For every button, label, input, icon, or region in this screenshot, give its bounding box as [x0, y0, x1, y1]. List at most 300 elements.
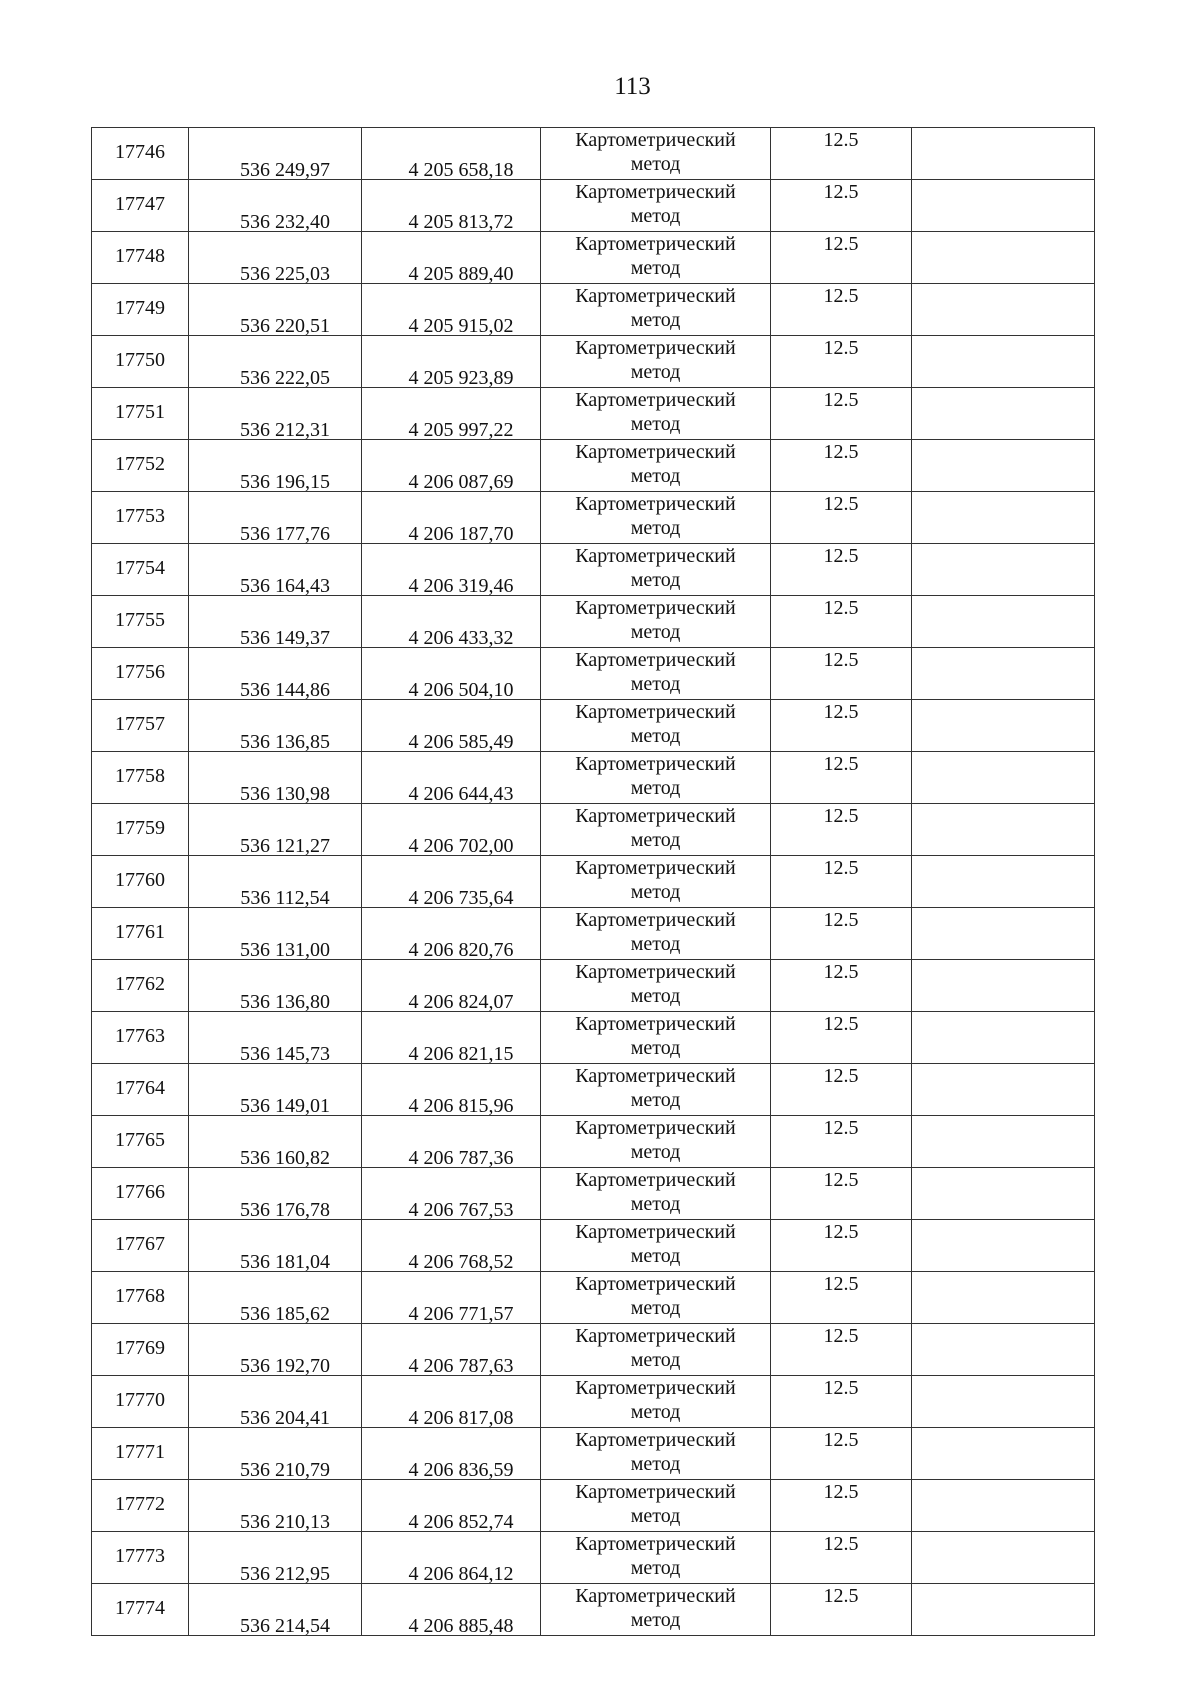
- y-coordinate: 4 206 702,00: [408, 835, 514, 857]
- method-line1: Картометрический: [575, 129, 736, 151]
- point-number-cell: [92, 1064, 189, 1116]
- x-coordinate-cell: [189, 960, 362, 1012]
- accuracy-value: 12.5: [823, 233, 859, 255]
- point-number: 17765: [115, 1128, 165, 1151]
- table-row: [92, 128, 1095, 180]
- accuracy-value: 12.5: [823, 1065, 859, 1087]
- x-coordinate: 536 185,62: [240, 1303, 330, 1325]
- x-coordinate: 536 232,40: [240, 211, 330, 233]
- point-number-cell: [92, 544, 189, 596]
- accuracy-cell: [771, 388, 912, 440]
- x-coordinate: 536 210,79: [240, 1459, 330, 1481]
- point-number: 17773: [115, 1544, 165, 1567]
- accuracy-cell: [771, 648, 912, 700]
- y-coordinate: 4 205 923,89: [408, 367, 514, 389]
- y-coordinate-cell: [362, 908, 541, 960]
- x-coordinate: 536 204,41: [240, 1407, 330, 1429]
- point-number-cell: [92, 596, 189, 648]
- y-coordinate: 4 205 658,18: [408, 159, 514, 181]
- y-coordinate-cell: [362, 544, 541, 596]
- point-number: 17759: [115, 816, 165, 839]
- point-number: 17774: [115, 1596, 165, 1619]
- point-number: 17755: [115, 608, 165, 631]
- point-number: 17772: [115, 1492, 165, 1515]
- y-coordinate-cell: [362, 648, 541, 700]
- method-line2: метод: [630, 1297, 681, 1319]
- table-row: [92, 1116, 1095, 1168]
- y-coordinate-cell: [362, 1324, 541, 1376]
- method-cell: [541, 960, 771, 1012]
- note-cell: [912, 804, 1095, 856]
- method-line1: Картометрический: [575, 493, 736, 515]
- x-coordinate-cell: [189, 648, 362, 700]
- accuracy-value: 12.5: [823, 181, 859, 203]
- coordinates-table: [91, 127, 1095, 1636]
- point-number-cell: [92, 856, 189, 908]
- point-number-cell: [92, 1584, 189, 1636]
- x-coordinate-cell: [189, 1480, 362, 1532]
- y-coordinate: 4 206 771,57: [408, 1303, 514, 1325]
- y-coordinate: 4 206 824,07: [408, 991, 514, 1013]
- x-coordinate: 536 130,98: [240, 783, 330, 805]
- point-number: 17763: [115, 1024, 165, 1047]
- point-number-cell: [92, 492, 189, 544]
- method-cell: [541, 440, 771, 492]
- note-cell: [912, 284, 1095, 336]
- y-coordinate: 4 206 815,96: [408, 1095, 514, 1117]
- accuracy-cell: [771, 700, 912, 752]
- note-cell: [912, 1376, 1095, 1428]
- method-cell: [541, 1480, 771, 1532]
- method-cell: [541, 908, 771, 960]
- method-line2: метод: [630, 829, 681, 851]
- table-row: [92, 1168, 1095, 1220]
- table-row: [92, 284, 1095, 336]
- x-coordinate: 536 214,54: [240, 1615, 330, 1637]
- x-coordinate: 536 136,80: [240, 991, 330, 1013]
- accuracy-value: 12.5: [823, 1585, 859, 1607]
- note-cell: [912, 1272, 1095, 1324]
- x-coordinate: 536 177,76: [240, 523, 330, 545]
- method-line1: Картометрический: [575, 181, 736, 203]
- y-coordinate-cell: [362, 1116, 541, 1168]
- x-coordinate-cell: [189, 1012, 362, 1064]
- x-coordinate-cell: [189, 1220, 362, 1272]
- method-line2: метод: [630, 517, 681, 539]
- note-cell: [912, 492, 1095, 544]
- accuracy-cell: [771, 336, 912, 388]
- note-cell: [912, 1480, 1095, 1532]
- method-line1: Картометрический: [575, 1117, 736, 1139]
- note-cell: [912, 700, 1095, 752]
- y-coordinate-cell: [362, 128, 541, 180]
- method-cell: [541, 804, 771, 856]
- x-coordinate-cell: [189, 596, 362, 648]
- method-cell: [541, 1012, 771, 1064]
- point-number-cell: [92, 1376, 189, 1428]
- method-line1: Картометрический: [575, 545, 736, 567]
- table-row: [92, 752, 1095, 804]
- method-line1: Картометрический: [575, 805, 736, 827]
- point-number-cell: [92, 1220, 189, 1272]
- accuracy-value: 12.5: [823, 1429, 859, 1451]
- method-line1: Картометрический: [575, 285, 736, 307]
- method-line1: Картометрический: [575, 753, 736, 775]
- accuracy-value: 12.5: [823, 1377, 859, 1399]
- method-line1: Картометрический: [575, 649, 736, 671]
- point-number-cell: [92, 908, 189, 960]
- y-coordinate-cell: [362, 1480, 541, 1532]
- point-number-cell: [92, 1272, 189, 1324]
- table-row: [92, 804, 1095, 856]
- y-coordinate-cell: [362, 336, 541, 388]
- point-number: 17766: [115, 1180, 165, 1203]
- note-cell: [912, 1220, 1095, 1272]
- accuracy-cell: [771, 544, 912, 596]
- point-number: 17754: [115, 556, 165, 579]
- point-number: 17757: [115, 712, 165, 735]
- accuracy-value: 12.5: [823, 545, 859, 567]
- x-coordinate: 536 192,70: [240, 1355, 330, 1377]
- y-coordinate-cell: [362, 1532, 541, 1584]
- note-cell: [912, 544, 1095, 596]
- accuracy-cell: [771, 1532, 912, 1584]
- x-coordinate: 536 249,97: [240, 159, 330, 181]
- x-coordinate-cell: [189, 752, 362, 804]
- method-cell: [541, 1272, 771, 1324]
- method-line1: Картометрический: [575, 909, 736, 931]
- method-line2: метод: [630, 257, 681, 279]
- x-coordinate: 536 220,51: [240, 315, 330, 337]
- y-coordinate: 4 206 087,69: [408, 471, 514, 493]
- accuracy-cell: [771, 440, 912, 492]
- method-line1: Картометрический: [575, 1585, 736, 1607]
- y-coordinate: 4 206 817,08: [408, 1407, 514, 1429]
- method-line2: метод: [630, 933, 681, 955]
- point-number: 17762: [115, 972, 165, 995]
- note-cell: [912, 960, 1095, 1012]
- y-coordinate: 4 205 813,72: [408, 211, 514, 233]
- accuracy-value: 12.5: [823, 1533, 859, 1555]
- point-number-cell: [92, 648, 189, 700]
- y-coordinate-cell: [362, 492, 541, 544]
- point-number-cell: [92, 1480, 189, 1532]
- accuracy-cell: [771, 1584, 912, 1636]
- method-cell: [541, 856, 771, 908]
- note-cell: [912, 856, 1095, 908]
- x-coordinate-cell: [189, 440, 362, 492]
- accuracy-value: 12.5: [823, 1013, 859, 1035]
- accuracy-value: 12.5: [823, 389, 859, 411]
- point-number: 17768: [115, 1284, 165, 1307]
- point-number: 17767: [115, 1232, 165, 1255]
- note-cell: [912, 596, 1095, 648]
- x-coordinate-cell: [189, 1532, 362, 1584]
- accuracy-cell: [771, 596, 912, 648]
- y-coordinate: 4 205 915,02: [408, 315, 514, 337]
- x-coordinate-cell: [189, 128, 362, 180]
- point-number: 17764: [115, 1076, 165, 1099]
- method-line2: метод: [630, 413, 681, 435]
- note-cell: [912, 1584, 1095, 1636]
- x-coordinate-cell: [189, 1168, 362, 1220]
- note-cell: [912, 1012, 1095, 1064]
- method-line1: Картометрический: [575, 1377, 736, 1399]
- method-line2: метод: [630, 985, 681, 1007]
- y-coordinate-cell: [362, 1272, 541, 1324]
- accuracy-value: 12.5: [823, 753, 859, 775]
- method-cell: [541, 128, 771, 180]
- note-cell: [912, 648, 1095, 700]
- y-coordinate: 4 206 433,32: [408, 627, 514, 649]
- x-coordinate: 536 121,27: [240, 835, 330, 857]
- method-line1: Картометрический: [575, 389, 736, 411]
- point-number: 17749: [115, 296, 165, 319]
- accuracy-cell: [771, 1428, 912, 1480]
- accuracy-cell: [771, 1324, 912, 1376]
- x-coordinate-cell: [189, 1584, 362, 1636]
- y-coordinate: 4 205 997,22: [408, 419, 514, 441]
- point-number: 17751: [115, 400, 165, 423]
- method-line2: метод: [630, 725, 681, 747]
- method-cell: [541, 1376, 771, 1428]
- point-number: 17760: [115, 868, 165, 891]
- y-coordinate-cell: [362, 388, 541, 440]
- note-cell: [912, 180, 1095, 232]
- y-coordinate-cell: [362, 752, 541, 804]
- y-coordinate: 4 206 864,12: [408, 1563, 514, 1585]
- method-cell: [541, 1168, 771, 1220]
- point-number: 17752: [115, 452, 165, 475]
- accuracy-value: 12.5: [823, 909, 859, 931]
- method-cell: [541, 596, 771, 648]
- method-cell: [541, 388, 771, 440]
- method-line1: Картометрический: [575, 597, 736, 619]
- method-line1: Картометрический: [575, 1221, 736, 1243]
- method-cell: [541, 1064, 771, 1116]
- accuracy-cell: [771, 1116, 912, 1168]
- method-line1: Картометрический: [575, 1325, 736, 1347]
- point-number-cell: [92, 284, 189, 336]
- x-coordinate: 536 225,03: [240, 263, 330, 285]
- method-line1: Картометрический: [575, 1065, 736, 1087]
- method-cell: [541, 648, 771, 700]
- method-cell: [541, 180, 771, 232]
- point-number-cell: [92, 804, 189, 856]
- table-row: [92, 596, 1095, 648]
- accuracy-value: 12.5: [823, 441, 859, 463]
- table-row: [92, 1480, 1095, 1532]
- note-cell: [912, 1168, 1095, 1220]
- accuracy-value: 12.5: [823, 1273, 859, 1295]
- method-line2: метод: [630, 621, 681, 643]
- note-cell: [912, 388, 1095, 440]
- y-coordinate-cell: [362, 700, 541, 752]
- x-coordinate: 536 212,95: [240, 1563, 330, 1585]
- method-line2: метод: [630, 465, 681, 487]
- method-line2: метод: [630, 1037, 681, 1059]
- method-cell: [541, 752, 771, 804]
- accuracy-cell: [771, 232, 912, 284]
- y-coordinate-cell: [362, 1584, 541, 1636]
- y-coordinate-cell: [362, 804, 541, 856]
- method-line2: метод: [630, 1141, 681, 1163]
- point-number-cell: [92, 1168, 189, 1220]
- y-coordinate: 4 206 644,43: [408, 783, 514, 805]
- y-coordinate-cell: [362, 232, 541, 284]
- table-row: [92, 492, 1095, 544]
- point-number: 17747: [115, 192, 165, 215]
- method-line1: Картометрический: [575, 1533, 736, 1555]
- point-number-cell: [92, 752, 189, 804]
- accuracy-cell: [771, 1220, 912, 1272]
- method-line2: метод: [630, 673, 681, 695]
- note-cell: [912, 1428, 1095, 1480]
- y-coordinate: 4 206 768,52: [408, 1251, 514, 1273]
- y-coordinate: 4 206 885,48: [408, 1615, 514, 1637]
- x-coordinate-cell: [189, 492, 362, 544]
- accuracy-cell: [771, 908, 912, 960]
- point-number: 17748: [115, 244, 165, 267]
- table-row: [92, 388, 1095, 440]
- table-row: [92, 700, 1095, 752]
- point-number: 17746: [115, 140, 165, 163]
- x-coordinate-cell: [189, 804, 362, 856]
- method-cell: [541, 1220, 771, 1272]
- method-line2: метод: [630, 777, 681, 799]
- accuracy-cell: [771, 1064, 912, 1116]
- page-number: 113: [614, 73, 651, 100]
- y-coordinate-cell: [362, 1012, 541, 1064]
- y-coordinate: 4 205 889,40: [408, 263, 514, 285]
- y-coordinate-cell: [362, 1376, 541, 1428]
- y-coordinate: 4 206 787,36: [408, 1147, 514, 1169]
- method-line1: Картометрический: [575, 337, 736, 359]
- x-coordinate: 536 181,04: [240, 1251, 330, 1273]
- note-cell: [912, 1116, 1095, 1168]
- note-cell: [912, 908, 1095, 960]
- method-cell: [541, 1584, 771, 1636]
- note-cell: [912, 232, 1095, 284]
- method-line1: Картометрический: [575, 1013, 736, 1035]
- y-coordinate-cell: [362, 1168, 541, 1220]
- x-coordinate-cell: [189, 1064, 362, 1116]
- table-row: [92, 960, 1095, 1012]
- point-number-cell: [92, 1532, 189, 1584]
- table-row: [92, 440, 1095, 492]
- method-cell: [541, 544, 771, 596]
- y-coordinate: 4 206 820,76: [408, 939, 514, 961]
- x-coordinate-cell: [189, 544, 362, 596]
- accuracy-value: 12.5: [823, 805, 859, 827]
- method-cell: [541, 232, 771, 284]
- x-coordinate: 536 131,00: [240, 939, 330, 961]
- y-coordinate-cell: [362, 284, 541, 336]
- method-cell: [541, 1428, 771, 1480]
- accuracy-cell: [771, 1376, 912, 1428]
- table-row: [92, 856, 1095, 908]
- method-line1: Картометрический: [575, 1481, 736, 1503]
- method-line1: Картометрический: [575, 233, 736, 255]
- x-coordinate: 536 212,31: [240, 419, 330, 441]
- x-coordinate-cell: [189, 284, 362, 336]
- x-coordinate-cell: [189, 1272, 362, 1324]
- note-cell: [912, 336, 1095, 388]
- point-number-cell: [92, 1116, 189, 1168]
- y-coordinate: 4 206 735,64: [408, 887, 514, 909]
- point-number: 17758: [115, 764, 165, 787]
- table-row: [92, 1220, 1095, 1272]
- accuracy-cell: [771, 856, 912, 908]
- x-coordinate: 536 164,43: [240, 575, 330, 597]
- x-coordinate: 536 210,13: [240, 1511, 330, 1533]
- table-row: [92, 336, 1095, 388]
- point-number-cell: [92, 1324, 189, 1376]
- table-row: [92, 1064, 1095, 1116]
- x-coordinate-cell: [189, 180, 362, 232]
- table-row: [92, 232, 1095, 284]
- point-number: 17761: [115, 920, 165, 943]
- method-cell: [541, 1324, 771, 1376]
- method-line2: метод: [630, 361, 681, 383]
- point-number-cell: [92, 232, 189, 284]
- method-line2: метод: [630, 1505, 681, 1527]
- accuracy-cell: [771, 804, 912, 856]
- accuracy-value: 12.5: [823, 857, 859, 879]
- table-row: [92, 1376, 1095, 1428]
- x-coordinate-cell: [189, 856, 362, 908]
- x-coordinate-cell: [189, 232, 362, 284]
- x-coordinate-cell: [189, 388, 362, 440]
- point-number: 17753: [115, 504, 165, 527]
- point-number: 17756: [115, 660, 165, 683]
- accuracy-cell: [771, 1480, 912, 1532]
- table-row: [92, 1324, 1095, 1376]
- x-coordinate: 536 136,85: [240, 731, 330, 753]
- method-line1: Картометрический: [575, 441, 736, 463]
- y-coordinate: 4 206 787,63: [408, 1355, 514, 1377]
- method-line1: Картометрический: [575, 1273, 736, 1295]
- accuracy-value: 12.5: [823, 961, 859, 983]
- note-cell: [912, 128, 1095, 180]
- y-coordinate-cell: [362, 1220, 541, 1272]
- method-line2: метод: [630, 1349, 681, 1371]
- accuracy-value: 12.5: [823, 337, 859, 359]
- method-line2: метод: [630, 1193, 681, 1215]
- accuracy-value: 12.5: [823, 1117, 859, 1139]
- y-coordinate: 4 206 187,70: [408, 523, 514, 545]
- table-row: [92, 1428, 1095, 1480]
- x-coordinate: 536 149,37: [240, 627, 330, 649]
- x-coordinate: 536 222,05: [240, 367, 330, 389]
- point-number-cell: [92, 128, 189, 180]
- method-line1: Картометрический: [575, 1169, 736, 1191]
- x-coordinate-cell: [189, 1428, 362, 1480]
- point-number: 17750: [115, 348, 165, 371]
- note-cell: [912, 752, 1095, 804]
- method-cell: [541, 336, 771, 388]
- accuracy-value: 12.5: [823, 1169, 859, 1191]
- x-coordinate-cell: [189, 336, 362, 388]
- accuracy-value: 12.5: [823, 493, 859, 515]
- method-line2: метод: [630, 1089, 681, 1111]
- table-row: [92, 1584, 1095, 1636]
- accuracy-cell: [771, 1272, 912, 1324]
- method-cell: [541, 700, 771, 752]
- y-coordinate-cell: [362, 856, 541, 908]
- method-line1: Картометрический: [575, 1429, 736, 1451]
- y-coordinate: 4 206 852,74: [408, 1511, 514, 1533]
